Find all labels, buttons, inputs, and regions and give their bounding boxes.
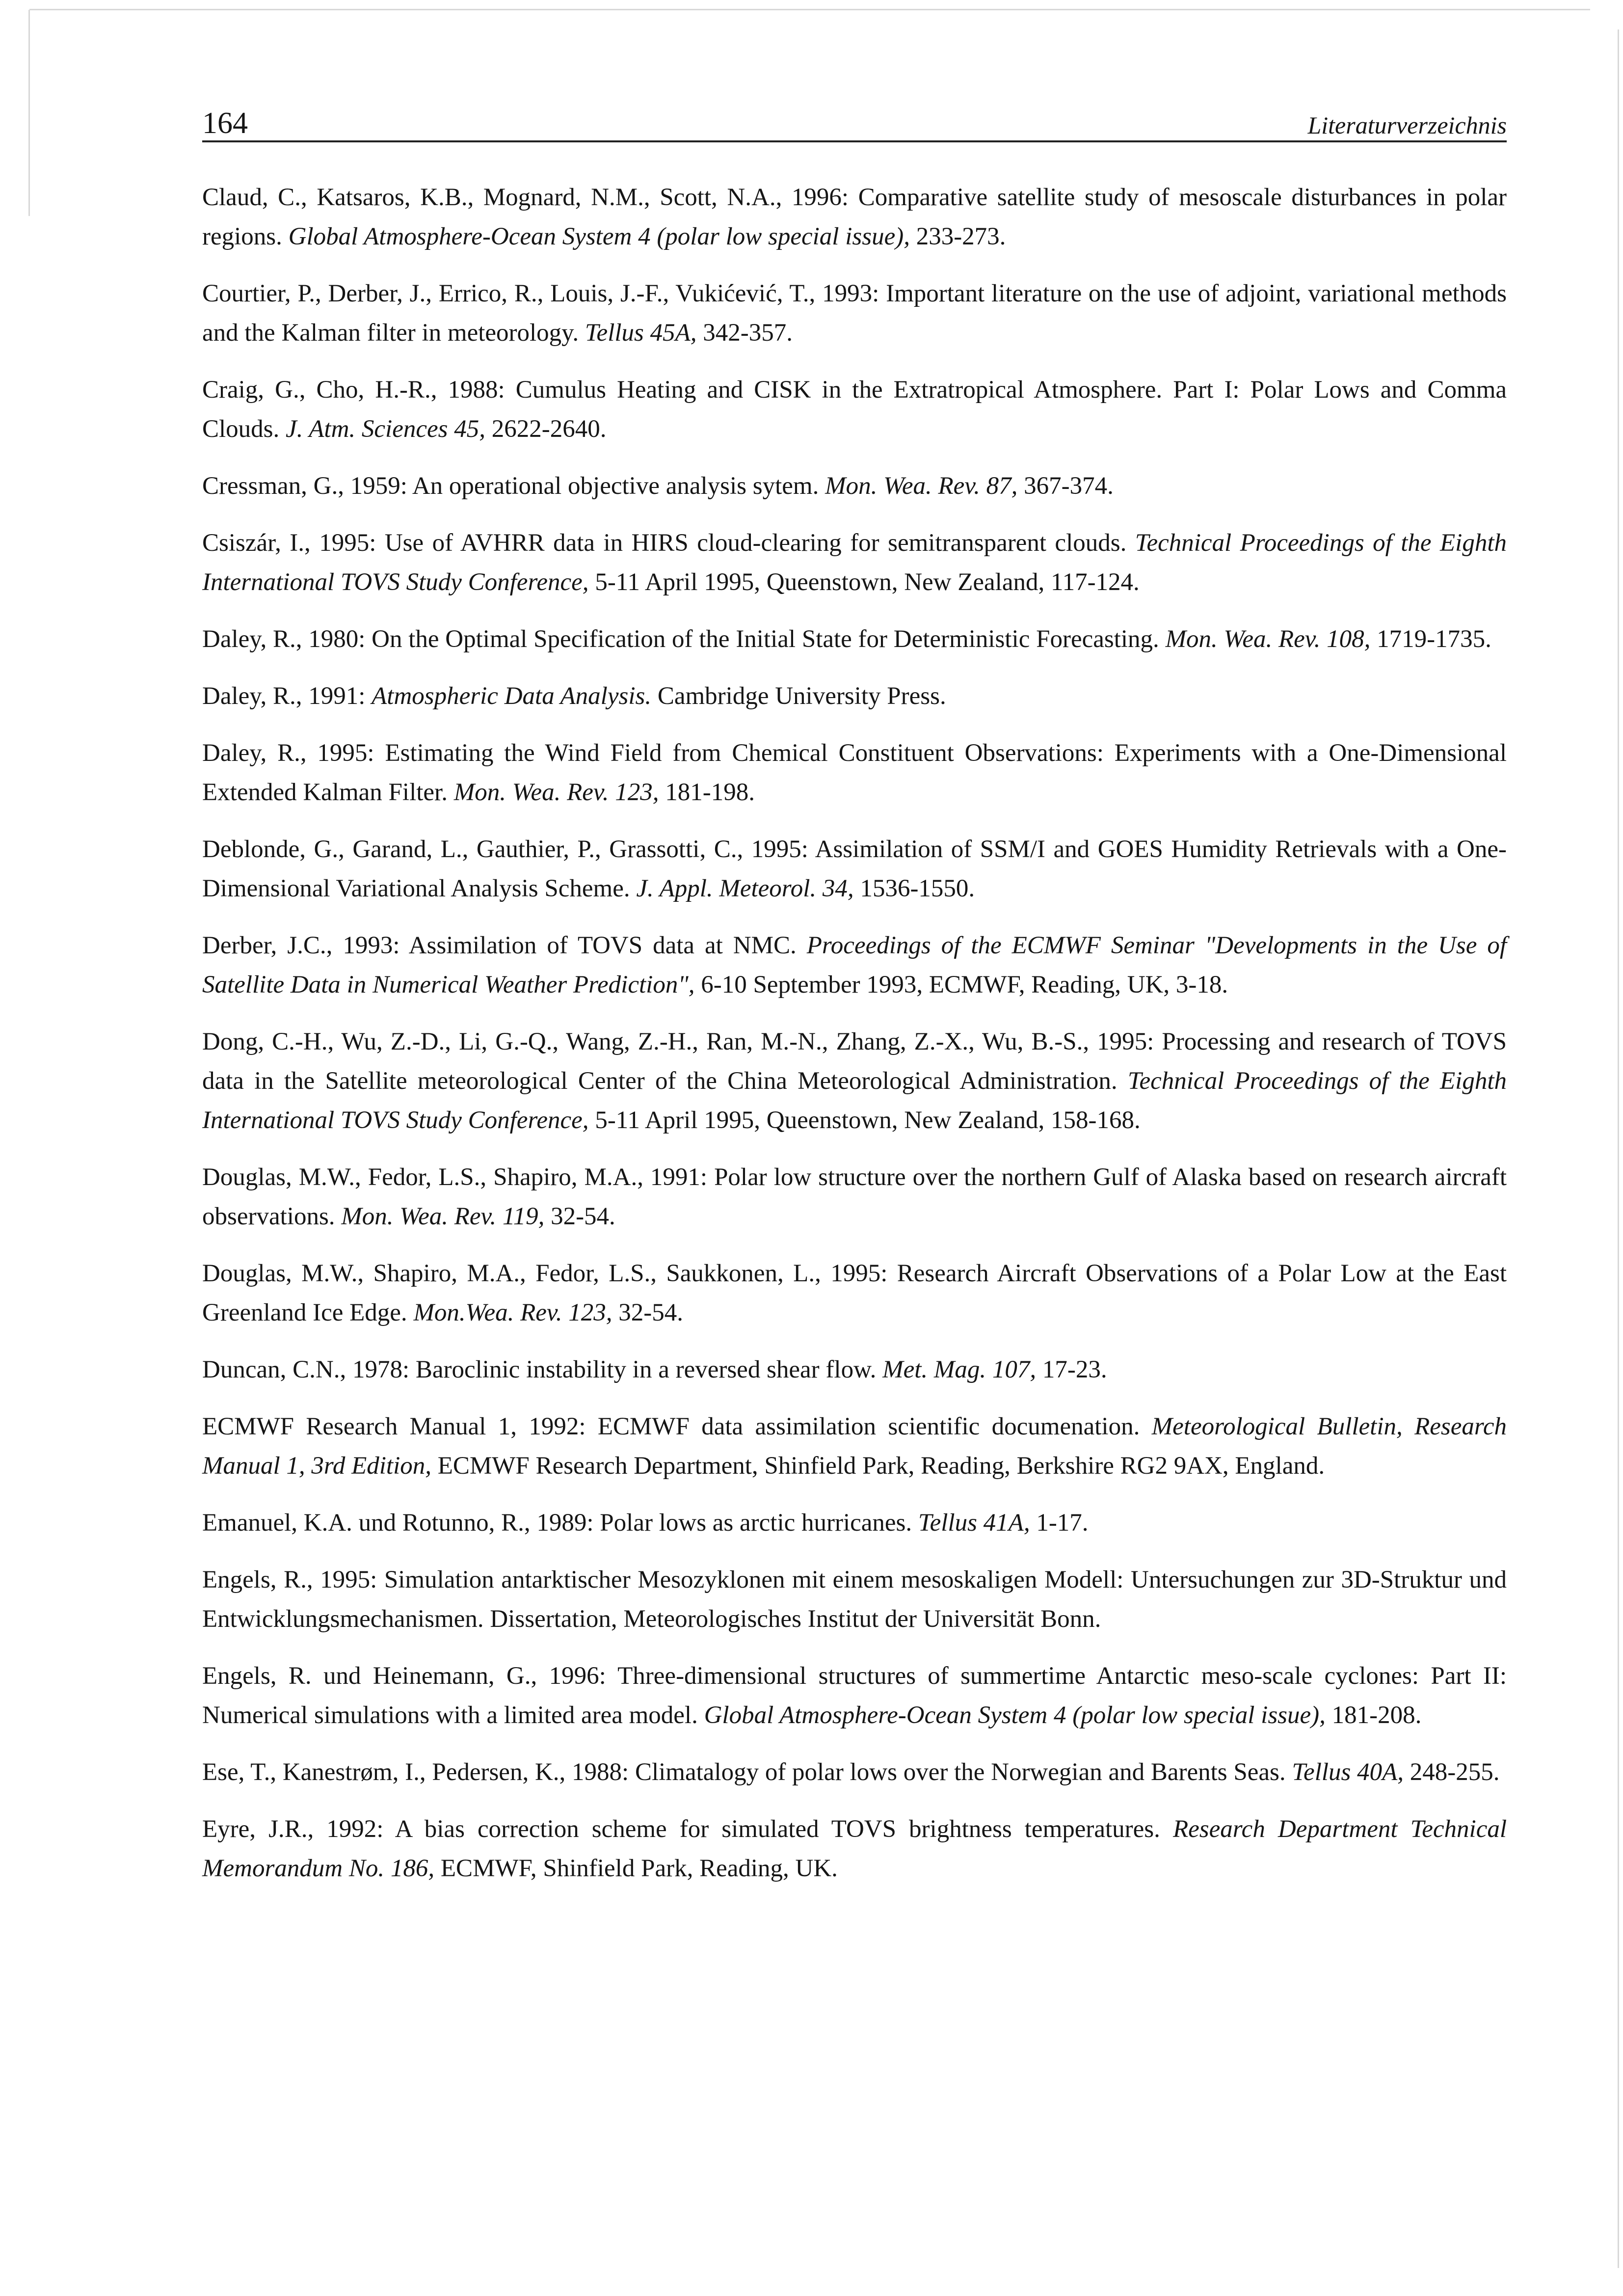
reference-source: Technical Proceedings of the Eighth International TOVS Study Conference, — [202, 1067, 1507, 1134]
reference-entry — [202, 926, 1507, 1004]
scan-edge-left — [28, 10, 30, 216]
reference-source: Meteorological Bulletin, Research Manual 1, 3rd Edition, — [202, 1413, 1507, 1480]
reference-source: J. Appl. Meteorol. 34, — [636, 875, 854, 902]
reference-entry — [202, 1350, 1507, 1389]
reference-pages: 367-374. — [1017, 472, 1114, 500]
reference-text: Eyre, J.R., 1992: A bias correction scheme for simulated TOVS brightness temperatures. — [202, 1815, 1173, 1843]
reference-text: Daley, R., 1980: On the Optimal Specification of the Initial State for Deterministic Forecasting. — [202, 625, 1166, 653]
reference-source: Global Atmosphere-Ocean System 4 (polar low special issue), — [704, 1702, 1326, 1729]
reference-text: Duncan, C.N., 1978: Baroclinic instability in a reversed shear flow. — [202, 1356, 883, 1383]
reference-pages: ECMWF, Shinfield Park, Reading, UK. — [434, 1855, 838, 1882]
page-header — [202, 96, 1507, 142]
reference-source: Mon. Wea. Rev. 87, — [825, 472, 1018, 500]
reference-pages: 248-255. — [1404, 1758, 1500, 1786]
reference-text: Deblonde, G., Garand, L., Gauthier, P., Grassotti, C., 1995: Assimilation of SSM/I and GOES Humidity Retrievals with a One-Dimensional Variational Analysis Scheme. — [202, 836, 1507, 902]
reference-source: Global Atmosphere-Ocean System 4 (polar low special issue), — [288, 223, 910, 250]
reference-pages: 17-23. — [1036, 1356, 1107, 1383]
reference-pages: Cambridge University Press. — [651, 682, 946, 710]
reference-text: Emanuel, K.A. und Rotunno, R., 1989: Polar lows as arctic hurricanes. — [202, 1509, 918, 1537]
reference-text: Engels, R. und Heinemann, G., 1996: Three-dimensional structures of summertime Antarctic meso-scale cyclones: Part II: Numerical simulations with a limited area model. — [202, 1662, 1507, 1729]
reference-pages: 181-208. — [1325, 1702, 1422, 1729]
reference-pages: 1719-1735. — [1370, 625, 1491, 653]
reference-entry — [202, 178, 1507, 256]
reference-source: Proceedings of the ECMWF Seminar "Developments in the Use of Satellite Data in Numerical Weather Prediction", — [202, 932, 1507, 999]
reference-pages: 1-17. — [1030, 1509, 1089, 1537]
reference-source: Mon. Wea. Rev. 108, — [1165, 625, 1371, 653]
reference-text: Derber, J.C., 1993: Assimilation of TOVS data at NMC. — [202, 932, 807, 959]
reference-entry — [202, 466, 1507, 506]
reference-entry — [202, 733, 1507, 812]
reference-source: Mon. Wea. Rev. 123, — [453, 779, 659, 806]
reference-text: Csiszár, I., 1995: Use of AVHRR data in HIRS cloud-clearing for semitransparent clouds. — [202, 529, 1135, 557]
reference-list — [202, 178, 1507, 1906]
reference-entry — [202, 830, 1507, 908]
reference-text: Claud, C., Katsaros, K.B., Mognard, N.M., Scott, N.A., 1996: Comparative satellite study of mesoscale disturbances in polar regions. — [202, 184, 1507, 250]
reference-entry — [202, 1254, 1507, 1332]
reference-text: Daley, R., 1995: Estimating the Wind Field from Chemical Constituent Observations: Experiments with a One-Dimensional Extended Kalman Filter. — [202, 739, 1507, 806]
reference-source: Research Department Technical Memorandum No. 186, — [202, 1815, 1507, 1882]
reference-source: Mon.Wea. Rev. 123, — [413, 1299, 612, 1326]
scan-edge-right — [1618, 29, 1619, 2268]
reference-text: Courtier, P., Derber, J., Errico, R., Louis, J.-F., Vukićević, T., 1993: Important literature on the use of adjoint, variational methods and the Kalman filter in meteorology. — [202, 280, 1507, 347]
reference-entry — [202, 676, 1507, 716]
scan-edge-top — [29, 9, 1590, 10]
reference-source: Atmospheric Data Analysis. — [372, 682, 652, 710]
reference-entry — [202, 274, 1507, 352]
reference-source: Tellus 45A, — [585, 319, 697, 347]
page-number: 164 — [202, 107, 248, 140]
reference-source: Technical Proceedings of the Eighth International TOVS Study Conference, — [202, 529, 1507, 596]
reference-text: ECMWF Research Manual 1, 1992: ECMWF data assimilation scientific documenation. — [202, 1413, 1152, 1440]
reference-entry — [202, 1560, 1507, 1639]
reference-text: Ese, T., Kanestrøm, I., Pedersen, K., 1988: Climatalogy of polar lows over the Norwegian and Barents Seas. — [202, 1758, 1292, 1786]
running-head: Literaturverzeichnis — [1307, 111, 1507, 139]
reference-entry — [202, 1022, 1507, 1140]
reference-source: Met. Mag. 107, — [882, 1356, 1037, 1383]
reference-source: Mon. Wea. Rev. 119, — [341, 1203, 545, 1230]
reference-pages: 5-11 April 1995, Queenstown, New Zealand, 117-124. — [588, 568, 1140, 596]
reference-pages: 5-11 April 1995, Queenstown, New Zealand, 158-168. — [588, 1107, 1141, 1134]
reference-source: J. Atm. Sciences 45, — [286, 415, 485, 443]
reference-text: Craig, G., Cho, H.-R., 1988: Cumulus Heating and CISK in the Extratropical Atmosphere. Part I: Polar Lows and Comma Clouds. — [202, 376, 1507, 443]
reference-text: Douglas, M.W., Shapiro, M.A., Fedor, L.S., Saukkonen, L., 1995: Research Aircraft Observations of a Polar Low at the East Greenland Ice Edge. — [202, 1260, 1507, 1326]
reference-pages: ECMWF Research Department, Shinfield Park, Reading, Berkshire RG2 9AX, England. — [431, 1452, 1325, 1480]
reference-pages: 181-198. — [659, 779, 755, 806]
reference-text: Cressman, G., 1959: An operational objective analysis sytem. — [202, 472, 825, 500]
reference-entry — [202, 1753, 1507, 1792]
reference-text: Daley, R., 1991: — [202, 682, 372, 710]
reference-text: Douglas, M.W., Fedor, L.S., Shapiro, M.A., 1991: Polar low structure over the northern Gulf of Alaska based on research aircraft observations. — [202, 1163, 1507, 1230]
reference-pages: 342-357. — [696, 319, 793, 347]
reference-pages: 2622-2640. — [485, 415, 607, 443]
reference-entry — [202, 1407, 1507, 1486]
reference-text: Engels, R., 1995: Simulation antarktischer Mesozyklonen mit einem mesoskaligen Modell: Untersuchungen zur 3D-Struktur und Entwicklungsmechanismen. Dissertation, Meteorologisches Institut der Universität Bonn. — [202, 1566, 1507, 1633]
reference-entry — [202, 370, 1507, 449]
reference-entry — [202, 1503, 1507, 1542]
reference-pages: 6-10 September 1993, ECMWF, Reading, UK, 3-18. — [694, 971, 1228, 999]
reference-entry — [202, 1656, 1507, 1735]
reference-entry — [202, 1158, 1507, 1236]
reference-source: Tellus 41A, — [918, 1509, 1030, 1537]
reference-text: Dong, C.-H., Wu, Z.-D., Li, G.-Q., Wang, Z.-H., Ran, M.-N., Zhang, Z.-X., Wu, B.-S., 1995: Processing and research of TOVS data in the Satellite meteorological Center of the China Meteorological Administration. — [202, 1028, 1507, 1095]
reference-entry — [202, 523, 1507, 602]
reference-pages: 32-54. — [544, 1203, 615, 1230]
reference-pages: 233-273. — [909, 223, 1006, 250]
reference-pages: 1536-1550. — [853, 875, 975, 902]
reference-source: Tellus 40A, — [1292, 1758, 1404, 1786]
reference-pages: 32-54. — [612, 1299, 683, 1326]
reference-entry — [202, 1810, 1507, 1888]
reference-entry — [202, 620, 1507, 659]
